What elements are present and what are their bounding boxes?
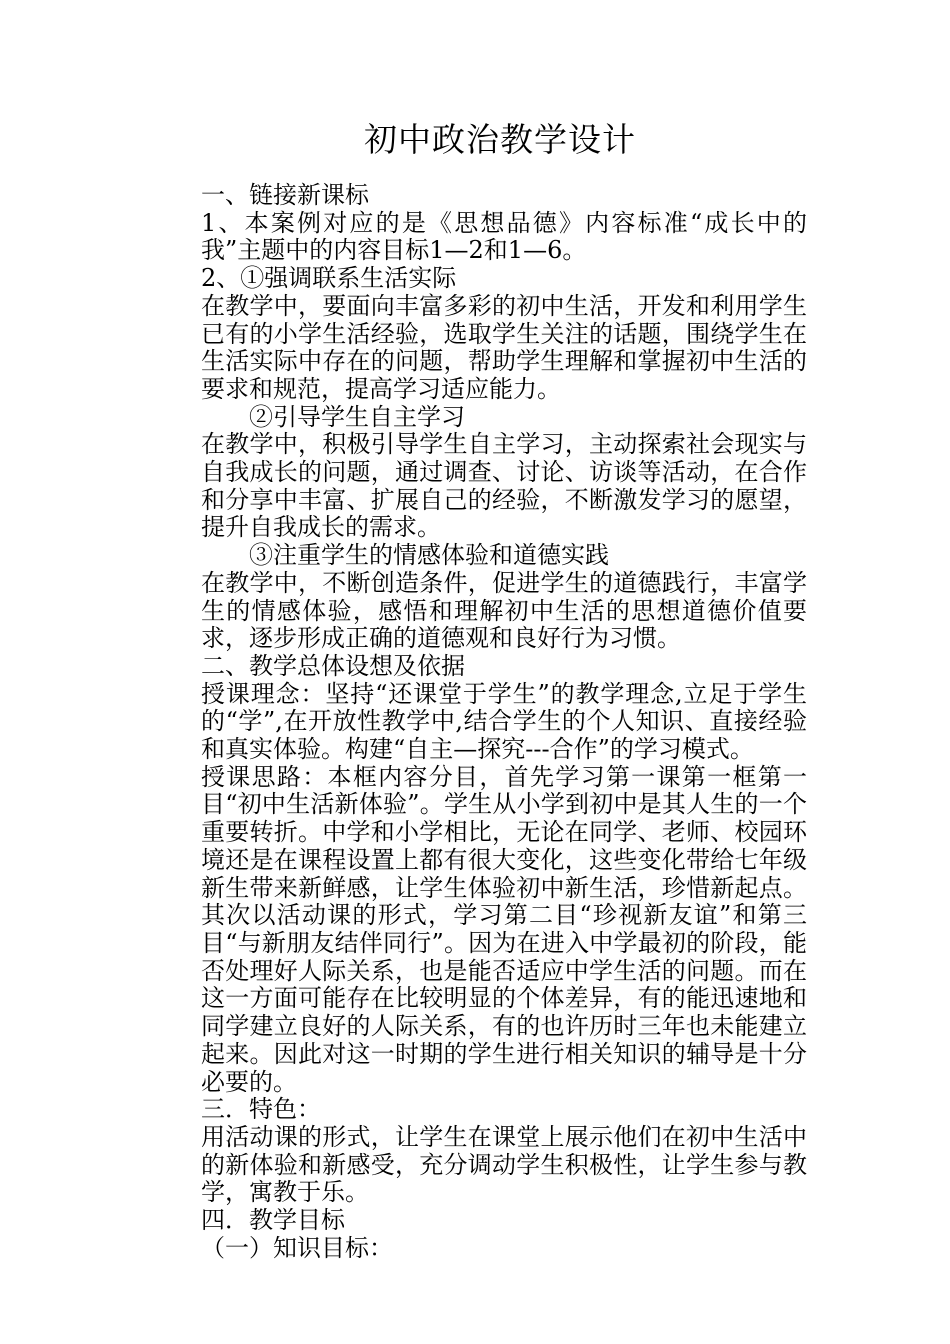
paragraph: 授课理念：坚持“还课堂于学生”的教学理念,立足于学生的“学”,在开放性教学中,结合学生的个人知识、直接经验和真实体验。构建“自主—探究---合作”的学习模式。 [201, 679, 807, 764]
document-title: 初中政治教学设计 [364, 120, 636, 159]
paragraph: 二、教学总体设想及依据 [201, 651, 465, 680]
paragraph: ③注重学生的情感体验和道德实践 [249, 541, 609, 570]
paragraph: （一）知识目标： [201, 1233, 393, 1262]
paragraph: 三．特色： [201, 1095, 321, 1124]
paragraph: 2、①强调联系生活实际 [201, 264, 457, 293]
paragraph: 一、链接新课标 [201, 181, 369, 209]
paragraph: 在教学中，要面向丰富多彩的初中生活，开发和利用学生已有的小学生活经验，选取学生关注的话题，围绕学生在生活实际中存在的问题，帮助学生理解和掌握初中生活的要求和规范，提高学习适应能力。 [201, 291, 807, 403]
paragraph: 用活动课的形式，让学生在课堂上展示他们在初中生活中的新体验和新感受，充分调动学生积极性，让学生参与教学，寓教于乐。 [201, 1122, 807, 1207]
document-body [201, 182, 807, 1262]
paragraph: 四．教学目标 [201, 1206, 345, 1235]
paragraph: ②引导学生自主学习 [249, 402, 465, 431]
paragraph: 在教学中，积极引导学生自主学习，主动探索社会现实与自我成长的问题，通过调查、讨论、访谈等活动，在合作和分享中丰富、扩展自己的经验，不断激发学习的愿望，提升自我成长的需求。 [201, 430, 807, 542]
paragraph: 1、本案例对应的是《思想品德》内容标准“成长中的我”主题中的内容目标1—2和1—6。 [201, 208, 807, 265]
paragraph: 授课思路：本框内容分目，首先学习第一课第一框第一目“初中生活新体验”。学生从小学到初中是其人生的一个重要转折。中学和小学相比，无论在同学、老师、校园环境还是在课程设置上都有很大变化，这些变化带给七年级新生带来新鲜感，让学生体验初中新生活，珍惜新起点。其次以活动课的形式，学习第二目“珍视新友谊”和第三目“与新朋友结伴同行”。因为在进入中学最初的阶段，能否处理好人际关系，也是能否适应中学生活的问题。而在这一方面可能存在比较明显的个体差异，有的能迅速地和同学建立良好的人际关系，有的也许历时三年也未能建立起来。因此对这一时期的学生进行相关知识的辅导是十分必要的。 [201, 762, 807, 1096]
paragraph: 在教学中，不断创造条件，促进学生的道德践行，丰富学生的情感体验，感悟和理解初中生活的思想道德价值要求，逐步形成正确的道德观和良好行为习惯。 [201, 568, 807, 653]
